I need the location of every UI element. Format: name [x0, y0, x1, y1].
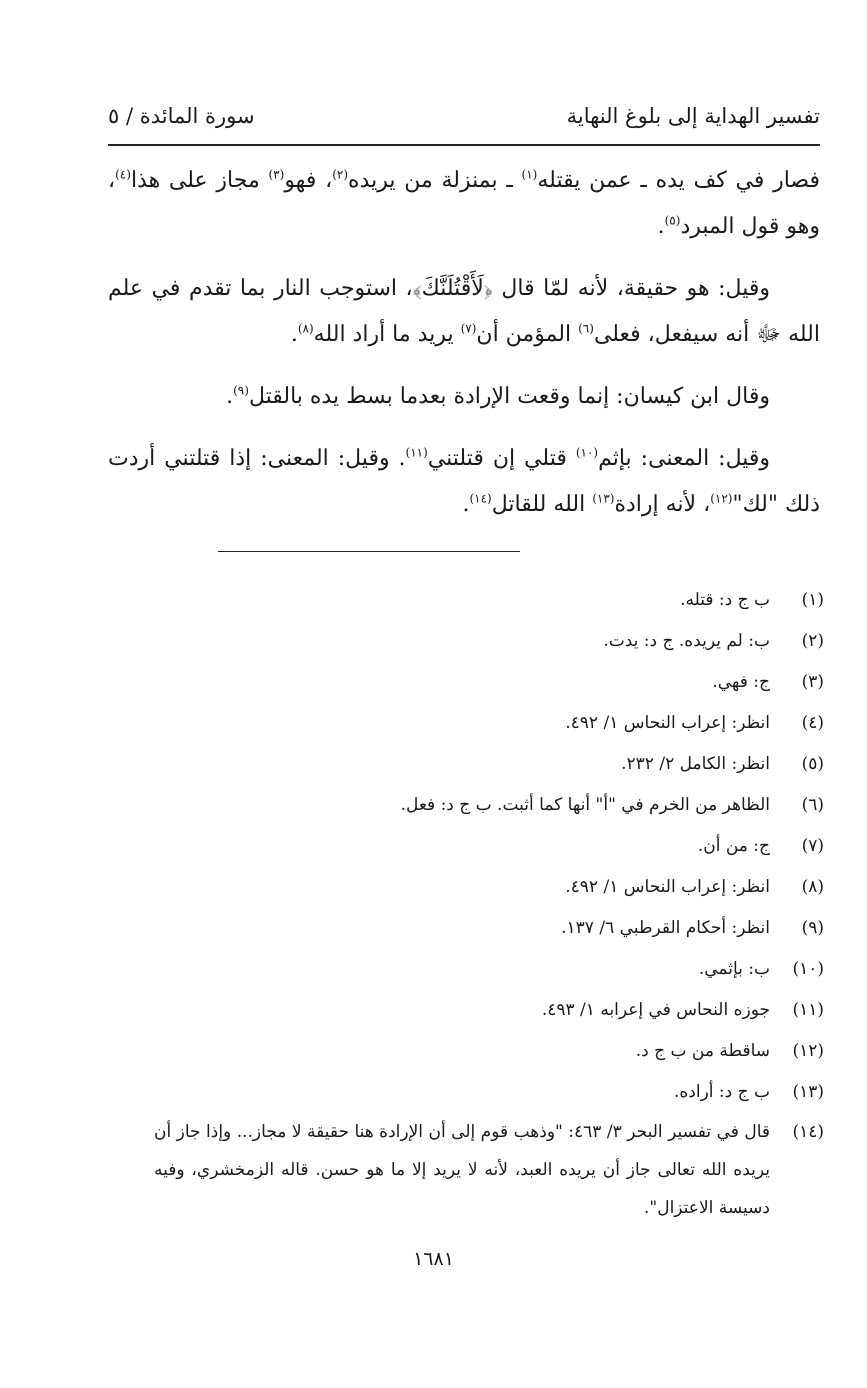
paragraph [108, 374, 820, 420]
text-run: وقيل: هو حقيقة، لأنه لمّا قال ﴿لَأَقْتُلَنَّكَ﴾، استوجب النار بما تقدم في علم الله ﷻ أنه سيفعل، فعلى [108, 276, 820, 347]
footnote-number: (١٠) [792, 959, 824, 979]
footnote-text: ب: بإثمي. [698, 959, 770, 979]
book-title: تفسير الهداية إلى بلوغ النهاية [566, 104, 820, 128]
footnote-item [108, 949, 828, 990]
footnote-item [108, 908, 828, 949]
footnote-marker: (١) [521, 167, 538, 182]
text-run: . [462, 492, 470, 517]
running-head [108, 104, 820, 140]
footnote-marker: (٣) [268, 167, 285, 182]
footnotes-separator [218, 551, 520, 552]
paragraph [108, 158, 820, 250]
text-run: الله للقاتل [491, 492, 593, 517]
footnote-marker: (١٠) [575, 445, 599, 460]
paragraph [108, 266, 820, 358]
footnote-item [108, 580, 828, 621]
footnote-marker: (٢) [332, 167, 349, 182]
text-run: . [657, 214, 665, 239]
footnote-number: (١٤) [792, 1122, 824, 1142]
footnote-item [108, 744, 828, 785]
footnote-number: (١٣) [792, 1082, 824, 1102]
paragraph [108, 436, 820, 528]
text-run: وقال ابن كيسان: إنما وقعت الإرادة بعدما بسط يده بالقتل [248, 384, 770, 409]
footnote-text: انظر: الكامل ٢/ ٢٣٢. [621, 754, 770, 774]
footnote-marker: (٨) [297, 321, 314, 336]
footnote-number: (٢) [801, 631, 824, 651]
footnote-text: ب: لم يريده. ج د: يدت. [603, 631, 770, 651]
footnote-text: جوزه النحاس في إعرابه ١/ ٤٩٣. [541, 1000, 770, 1020]
page-number: ١٦٨١ [413, 1248, 454, 1270]
footnote-item [108, 662, 828, 703]
footnote-item [108, 1031, 828, 1072]
footnote-number: (٩) [801, 918, 824, 938]
text-run: قتلي إن قتلتني [427, 446, 576, 471]
footnote-text: انظر: إعراب النحاس ١/ ٤٩٢. [565, 713, 770, 733]
footnote-item [108, 990, 828, 1031]
text-run: فصار في كف يده ـ عمن يقتله [537, 168, 821, 193]
text-run: . [226, 384, 234, 409]
footnote-item [108, 867, 828, 908]
text-run: ـ بمنزلة من يريده [348, 168, 522, 193]
footnote-text: ساقطة من ب ج د. [635, 1041, 770, 1061]
footnote-item [108, 826, 828, 867]
main-text [108, 158, 820, 544]
footnote-marker: (١٢) [710, 491, 733, 506]
footnote-marker: (٩) [233, 383, 249, 398]
text-run: ، لأنه إرادة [614, 492, 711, 517]
text-run: ، وهو قول المبرد [108, 168, 820, 239]
footnote-item [108, 1072, 828, 1113]
footnote-number: (١١) [792, 1000, 824, 1020]
footnote-marker: (٧) [460, 321, 477, 336]
footnote-marker: (٤) [115, 167, 131, 182]
footnote-text: ج: فهي. [712, 672, 770, 692]
footnote-item [108, 703, 828, 744]
footnote-marker: (٦) [578, 321, 594, 336]
footnote-number: (٧) [801, 836, 824, 856]
footnote-marker: (١١) [405, 445, 428, 460]
footnote-text: انظر: إعراب النحاس ١/ ٤٩٢. [565, 877, 770, 897]
footnote-number: (١٢) [792, 1041, 824, 1061]
footnote-number: (٥) [801, 754, 824, 774]
text-run: وقيل: المعنى: بإثم [598, 446, 771, 471]
text-run: مجاز على هذا [130, 168, 269, 193]
footnote-number: (١) [801, 590, 824, 610]
footnote-item [108, 1113, 828, 1227]
footnote-number: (٣) [801, 672, 824, 692]
text-run: ، فهو [284, 168, 333, 193]
text-run: يريد ما أراد الله [313, 322, 461, 347]
footnote-item [108, 785, 828, 826]
header-rule [108, 144, 820, 146]
footnote-number: (٨) [801, 877, 824, 897]
footnote-text: ب ج د: قتله. [680, 590, 770, 610]
footnote-number: (٦) [801, 795, 824, 815]
footnote-text: ج: من أن. [697, 836, 770, 856]
footnote-marker: (١٣) [592, 491, 615, 506]
footnote-marker: (١٤) [469, 491, 492, 506]
footnote-item [108, 621, 828, 662]
footnote-text: الظاهر من الخرم في "أ" أنها كما أثبت. ب ج د: فعل. [400, 795, 770, 815]
footnote-number: (٤) [801, 713, 824, 733]
text-run: . وقيل: المعنى: إذا قتلتني أردت ذلك "لك" [108, 446, 820, 517]
footnote-text: انظر: أحكام القرطبي ٦/ ١٣٧. [561, 918, 770, 938]
text-run: . [290, 322, 298, 347]
footnote-marker: (٥) [664, 213, 681, 228]
text-run: المؤمن أن [476, 322, 579, 347]
surah-reference: سورة المائدة / ٥ [108, 104, 255, 128]
footnote-text: قال في تفسير البحر ٣/ ٤٦٣: "وذهب قوم إلى أن الإرادة هنا حقيقة لا مجاز... وإذا جاز أن يريده الله تعالى جاز أن يريده العبد، لأنه لا يريد إلا ما هو حسن. قاله الزمخشري، وفيه دسيسة الاعتزال". [154, 1122, 771, 1218]
footnote-text: ب ج د: أراده. [673, 1082, 770, 1102]
footnotes [108, 580, 828, 1227]
